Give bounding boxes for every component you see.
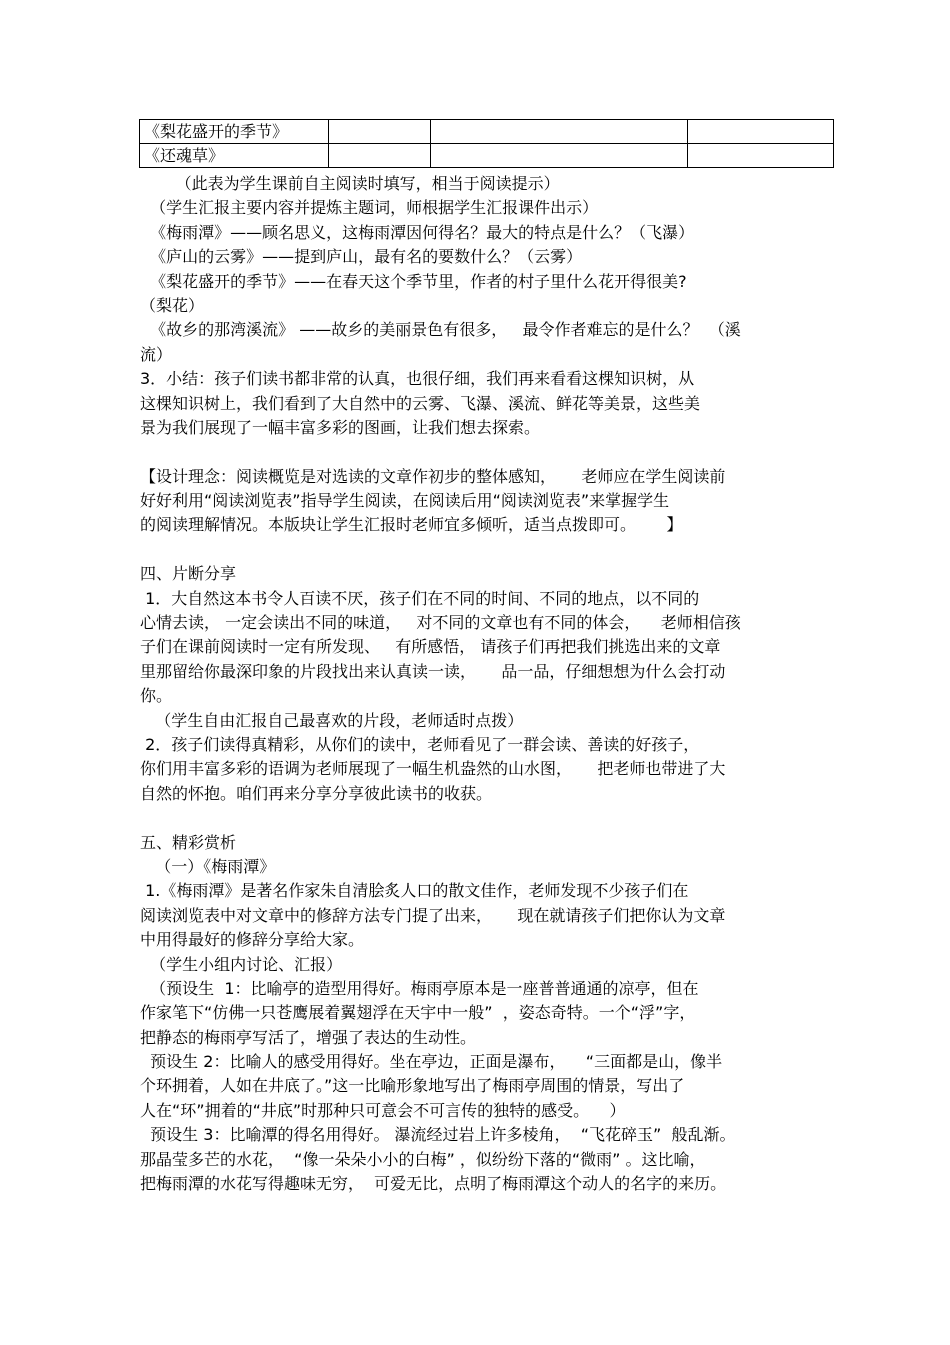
text-line: 作家笔下“仿佛一只苍鹰展着翼翅浮在天宇中一般” ，姿态奇特。一个“浮”字， bbox=[140, 1003, 696, 1023]
text-line: 预设生 2：比喻人的感受用得好。坐在亭边，正面是瀑布， “三面都是山，像半 bbox=[140, 1052, 723, 1072]
text-line: （预设生 1：比喻亭的造型用得好。梅雨亭原本是一座普普通通的凉亭，但在 bbox=[140, 978, 699, 998]
text-line: 2．孩子们读得真精彩，从你们的读中，老师看见了一群会读、善读的好孩子， bbox=[140, 734, 700, 754]
text-line: （学生自由汇报自己最喜欢的片段，老师适时点拨） bbox=[140, 710, 524, 730]
text-line: 【设计理念：阅读概览是对选读的文章作初步的整体感知， 老师应在学生阅读前 bbox=[140, 466, 726, 486]
text-line: 四、片断分享 bbox=[140, 564, 237, 584]
text-line: 景为我们展现了一幅丰富多彩的图画，让我们想去探索。 bbox=[140, 417, 541, 437]
text-line: 《梨花盛开的季节》——在春天这个季节里，作者的村子里什么花开得很美? bbox=[140, 271, 687, 291]
table-cell-empty bbox=[329, 144, 431, 168]
text-line: 1．大自然这本书令人百读不厌，孩子们在不同的时间、不同的地点，以不同的 bbox=[140, 588, 700, 608]
table-row bbox=[140, 144, 834, 168]
table-cell-empty bbox=[329, 120, 431, 144]
reading-table bbox=[139, 119, 834, 168]
blank-line bbox=[140, 538, 820, 562]
text-line: 把梅雨潭的水花写得趣味无穷， 可爱无比，点明了梅雨潭这个动人的名字的来历。 bbox=[140, 1174, 727, 1194]
text-line: 心情去读， 一定会读出不同的味道， 对不同的文章也有不同的体会， 老师相信孩 bbox=[140, 613, 741, 633]
blank-line bbox=[140, 806, 820, 830]
text-line: 人在“环”拥着的“井底”时那种只可意会不可言传的独特的感受。 ） bbox=[140, 1100, 626, 1120]
text-line: （一）《梅雨潭》 bbox=[140, 856, 276, 876]
text-line: 阅读浏览表中对文章中的修辞方法专门提了出来， 现在就请孩子们把你认为文章 bbox=[140, 905, 726, 925]
text-line: 《梅雨潭》——顾名思义，这梅雨潭因何得名？最大的特点是什么？（飞瀑） bbox=[140, 222, 695, 242]
text-line: 中用得最好的修辞分享给大家。 bbox=[140, 930, 365, 950]
table-cell-title: 《还魂草》 bbox=[140, 144, 329, 168]
text-line: （梨花） bbox=[140, 295, 205, 315]
text-line: 五、精彩赏析 bbox=[140, 832, 237, 852]
table-cell-empty bbox=[431, 120, 688, 144]
text-line: 3．小结：孩子们读书都非常的认真，也很仔细，我们再来看看这棵知识树，从 bbox=[140, 369, 695, 389]
table-cell-empty bbox=[688, 144, 834, 168]
text-line: 好好利用“阅读浏览表”指导学生阅读，在阅读后用“阅读浏览表”来掌握学生 bbox=[140, 491, 670, 511]
table-row bbox=[140, 120, 834, 144]
text-line: 你。 bbox=[140, 686, 173, 706]
text-line: （学生小组内讨论、汇报） bbox=[140, 954, 343, 974]
document-body bbox=[140, 172, 820, 1196]
text-line: 那晶莹多芒的水花， “像一朵朵小小的白梅” ，似纷纷下落的“微雨” 。这比喻， bbox=[140, 1149, 706, 1169]
text-line: （学生汇报主要内容并提炼主题词，师根据学生汇报课件出示） bbox=[140, 198, 599, 218]
text-line: 个环拥着，人如在井底了。”这一比喻形象地写出了梅雨亭周围的情景，写出了 bbox=[140, 1076, 685, 1096]
text-line: 流） bbox=[140, 344, 173, 364]
text-line: 自然的怀抱。咱们再来分享分享彼此读书的收获。 bbox=[140, 783, 493, 803]
text-line: 的阅读理解情况。本版块让学生汇报时老师宜多倾听，适当点拨即可。 】 bbox=[140, 515, 683, 535]
text-line: 这棵知识树上，我们看到了大自然中的云雾、飞瀑、溪流、鲜花等美景，这些美 bbox=[140, 393, 701, 413]
table-cell-title: 《梨花盛开的季节》 bbox=[140, 120, 329, 144]
table-cell-empty bbox=[688, 120, 834, 144]
table-cell-empty bbox=[431, 144, 688, 168]
text-line: 里那留给你最深印象的片段找出来认真读一读， 品一品，仔细想想为什么会打动 bbox=[140, 661, 726, 681]
text-line: 《故乡的那湾溪流》 ——故乡的美丽景色有很多， 最令作者难忘的是什么？ （溪 bbox=[140, 320, 741, 340]
blank-line bbox=[140, 440, 820, 464]
text-line: 《庐山的云雾》——提到庐山，最有名的要数什么？（云雾） bbox=[140, 247, 583, 267]
text-line: 你们用丰富多彩的语调为老师展现了一幅生机盎然的山水图， 把老师也带进了大 bbox=[140, 759, 726, 779]
text-line: （此表为学生课前自主阅读时填写，相当于阅读提示） bbox=[140, 174, 560, 193]
text-line: 1.《梅雨潭》是著名作家朱自清脍炙人口的散文佳作，老师发现不少孩子们在 bbox=[140, 881, 689, 901]
text-line: 子们在课前阅读时一定有所发现、 有所感悟， 请孩子们再把我们挑选出来的文章 bbox=[140, 637, 721, 657]
text-line: 把静态的梅雨亭写活了，增强了表达的生动性。 bbox=[140, 1027, 477, 1047]
text-line: 预设生 3：比喻潭的得名用得好。 瀑流经过岩上许多棱角， “飞花碎玉” 般乱渐。 bbox=[140, 1125, 736, 1145]
